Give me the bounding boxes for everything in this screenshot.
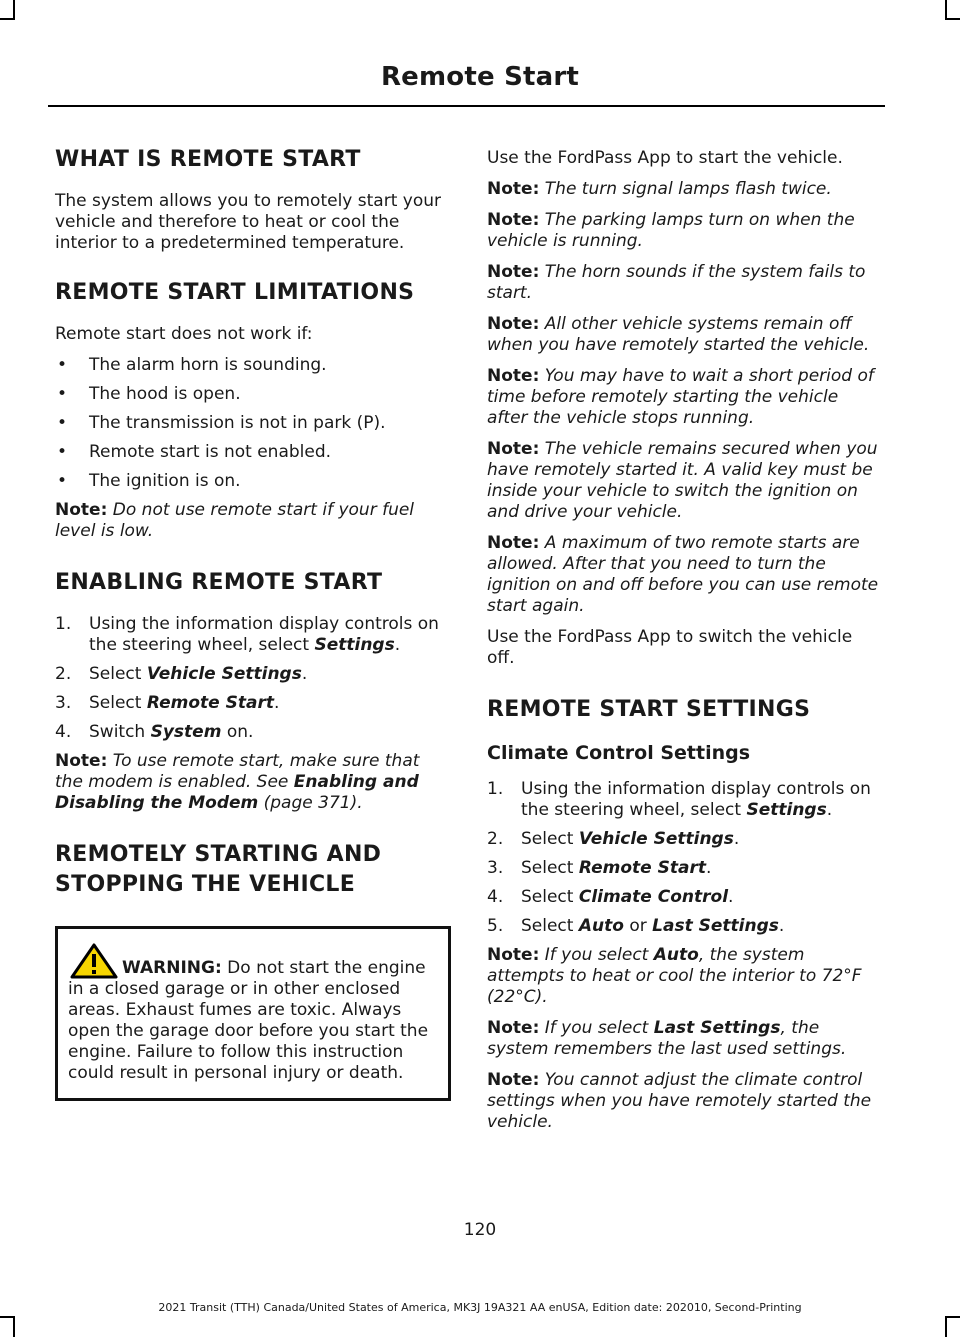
warning-box: WARNING: Do not start the engine in a closed garage or in other enclosed areas. Exhaust fumes are toxic. Always open the garage door before you start the engine. Failure to follow this instruction could result in personal injury or death. [55,926,451,1101]
note: Note: All other vehicle systems remain off when you have remotely started the vehicle. [487,314,870,355]
note: Note: The parking lamps turn on when the vehicle is running. [487,210,855,251]
section-heading: ENABLING REMOTE START [55,570,383,595]
body-text: Use the FordPass App to start the vehicle. [487,148,843,168]
crop-mark [13,1316,15,1337]
list-item: • Remote start is not enabled. [57,442,332,462]
right-column [487,140,879,1133]
body-text: Use the FordPass App to switch the vehicle off. [487,627,853,668]
note: Note: Do not use remote start if your fuel level is low. [55,500,415,541]
note: Note: To use remote start, make sure that the modem is enabled. See Enabling and Disabling the Modem (page 371). [55,751,420,813]
body-text: Remote start does not work if: [55,324,313,344]
list-item: • The alarm horn is sounding. [57,355,327,375]
crop-mark [945,1316,947,1337]
crop-mark [0,18,15,20]
crop-mark [945,18,960,20]
note: Note: A maximum of two remote starts are allowed. After that you need to turn the ignition on and off before you can use remote start again. [487,533,879,616]
page-title: Remote Start [380,62,580,92]
note: Note: The vehicle remains secured when you have remotely started it. A valid key must be inside your vehicle to switch the ignition on and drive your vehicle. [487,439,878,522]
list-item: 2. Select Vehicle Settings. [487,829,740,849]
section-heading: WHAT IS REMOTE START [55,147,361,172]
list-item: 1. Using the information display controls on the steering wheel, select Settings. [487,779,871,820]
list-item: 4. Select Climate Control. [487,887,734,907]
list-item: • The ignition is on. [57,471,241,491]
section-heading: REMOTELY STARTING AND STOPPING THE VEHICLE [55,842,382,897]
page-number: 120 [463,1220,497,1240]
body-text: The system allows you to remotely start your vehicle and therefore to heat or cool the interior to a predetermined temperature. [55,191,441,253]
note: Note: You may have to wait a short period of time before remotely starting the vehicle after the vehicle stops running. [487,366,874,428]
crop-mark [945,0,947,18]
warning-triangle-icon [70,943,118,979]
limitations-list [55,355,447,492]
list-item: • The hood is open. [57,384,241,404]
subsection-heading: Climate Control Settings [487,742,751,764]
section-heading: REMOTE START LIMITATIONS [55,280,415,305]
list-item: 3. Select Remote Start. [487,858,712,878]
crop-mark [945,1316,960,1318]
section-heading: REMOTE START SETTINGS [487,697,811,722]
list-item: 5. Select Auto or Last Settings. [487,916,785,936]
note: Note: The horn sounds if the system fails to start. [487,262,866,303]
list-item: 4. Switch System on. [55,722,254,742]
crop-mark [13,0,15,18]
left-column [55,140,447,1101]
note: Note: The turn signal lamps flash twice. [487,179,832,199]
list-item: 1. Using the information display controls on the steering wheel, select Settings. [55,614,439,655]
list-item: 3. Select Remote Start. [55,693,280,713]
climate-steps [487,779,879,937]
enable-steps [55,614,447,743]
crop-mark [0,1316,15,1318]
cross-reference-link[interactable]: Enabling and Disabling the Modem [55,772,419,813]
note: Note: You cannot adjust the climate control settings when you have remotely started the vehicle. [487,1070,872,1132]
list-item: 2. Select Vehicle Settings. [55,664,308,684]
list-item: • The transmission is not in park (P). [57,413,386,433]
note: Note: If you select Auto, the system attempts to heat or cool the interior to 72°F (22°C). [487,945,862,1007]
header-divider [48,105,885,107]
footer-text: 2021 Transit (TTH) Canada/United States of America, MK3J 19A321 AA enUSA, Edition date: 202010, Second-Printing [158,1301,802,1314]
note: Note: If you select Last Settings, the system remembers the last used settings. [487,1018,847,1059]
